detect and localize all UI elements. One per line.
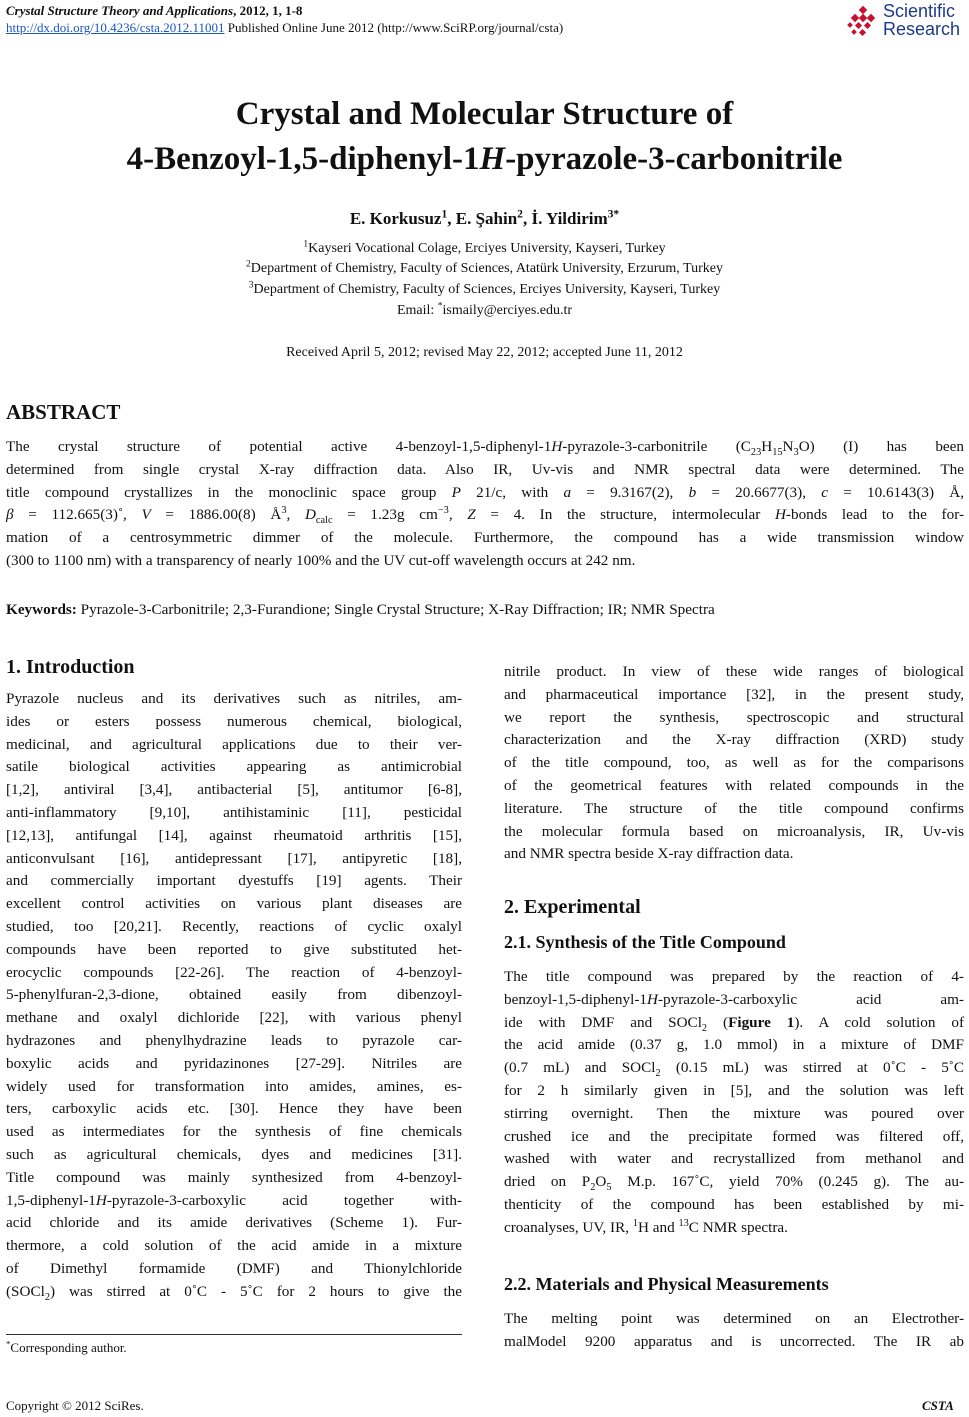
logo-line-2: Research	[883, 19, 961, 39]
author-2: E. Şahin	[455, 209, 518, 228]
affiliation-3	[0, 280, 969, 300]
keywords	[6, 601, 964, 619]
intro-line-18: widely used for transformation into amides, amines, es-	[6, 1077, 462, 1095]
abs-italic-p: P	[451, 483, 461, 501]
intro-line-11: studied, too [20,21]. Recently, reactions of cyclic oxalyl	[6, 917, 462, 935]
intro-line-4: satile biological activities appearing as antimicrobial	[6, 758, 462, 776]
syn-l5b: (0.15 mL) was stirred at 0˚C - 5˚C	[660, 1059, 964, 1077]
footnote	[6, 1340, 127, 1356]
syn-line-2	[504, 989, 964, 1012]
copyright: Copyright © 2012 SciRes.	[6, 1398, 144, 1413]
author-2-sup: 2	[517, 207, 523, 221]
intro-l23-italic: H	[95, 1191, 107, 1209]
title-line-1: Crystal and Molecular Structure of	[235, 96, 734, 132]
abs-l4c: ,	[286, 506, 305, 524]
affiliation-2	[0, 259, 969, 279]
right-line-7: literature. The structure of the title compound confirms	[504, 799, 964, 817]
intro-line-14: 5-phenylfuran-2,3-dione, obtained easily from dibenzoyl-	[6, 986, 462, 1004]
figure-1-link[interactable]: Figure 1	[728, 1013, 795, 1031]
intro-line-26: of Dimethyl formamide (DMF) and Thionylchloride	[6, 1259, 462, 1277]
published-info: Published Online June 2012 (http://www.SciRP.org/journal/csta)	[224, 20, 564, 35]
intro-heading: 1. Introduction	[6, 656, 135, 678]
intro-line-3: medicinal, and agricultural applications due to their ver-	[6, 735, 462, 753]
mat-line-1: The melting point was determined on an Electrother-	[504, 1310, 964, 1327]
author-list: E. Korkusuz$^1$, E. Şahin$^2$, İ. Yildirim$^{3*}$	[349, 207, 620, 228]
footnote-text: Corresponding author.	[10, 1340, 127, 1355]
footnote-rule	[6, 1334, 462, 1335]
syn-l3-sub: 2	[701, 1022, 708, 1034]
abs-l4g: -bonds lead to the for-	[785, 506, 965, 524]
intro-line-17: boxylic acids and pyridazinones [27-29]. Nitriles are	[6, 1054, 462, 1072]
syn-l12a: croanalyses, UV, IR,	[504, 1218, 633, 1236]
abs-sub-calc: calc	[315, 515, 333, 527]
syn-l3b: (	[707, 1013, 729, 1031]
author-1: E. Korkusuz	[349, 209, 442, 228]
affiliation-3-text: Department of Chemistry, Faculty of Sciences, Erciyes University, Kayseri, Turkey	[253, 282, 721, 297]
abs-italic-c: c	[821, 483, 828, 501]
abstract-line-2: determined from single crystal X-ray diffraction data. Also IR, Uv-vis and NMR spectral data were determined. The	[6, 460, 964, 478]
right-line-6: of the geometrical features with related compounds in the	[504, 776, 964, 794]
title-part-a: 4-Benzoyl-1,5-diphenyl-1	[126, 141, 480, 177]
abstract-body	[6, 436, 964, 573]
abs-l3e: = 10.6143(3) Å,	[827, 483, 965, 501]
syn-line-1: The title compound was prepared by the reaction of 4-	[504, 968, 964, 985]
received-dates: Received April 5, 2012; revised May 22, 2012; accepted June 11, 2012	[286, 345, 683, 360]
intro-line-23	[6, 1190, 462, 1213]
abs-l1d: N	[782, 438, 794, 455]
intro-line-2: ides or esters possess numerous chemical, biological,	[6, 712, 462, 730]
abs-l3b: 21/c, with	[460, 483, 564, 501]
intro-body	[6, 688, 462, 1304]
journal-citation	[6, 3, 302, 19]
keywords-label: Keywords:	[6, 601, 77, 618]
affiliation-3-sup: 3	[248, 280, 254, 291]
intro-line-7: [12,13], antifungal [14], against rheumatoid arthritis [15],	[6, 826, 462, 844]
intro-l27a: (SOCl	[6, 1282, 45, 1300]
intro-line-19: ters, carboxylic acids etc. [30]. Hence they have been	[6, 1100, 462, 1118]
abs-italic-d: D	[304, 506, 316, 524]
syn-l12b: H and	[637, 1218, 679, 1236]
abs-italic-v: V	[141, 506, 151, 524]
abstract-line-6: (300 to 1100 nm) with a transparency of nearly 100% and the UV cut-off wavelength occurs at 242 nm.	[6, 551, 636, 569]
logo-text	[883, 2, 960, 38]
footnote-sup: *	[6, 1338, 11, 1349]
syn-l10-sub2: 2	[590, 1182, 596, 1194]
right-line-4: characterization and the X-ray diffraction (XRD) study	[504, 731, 964, 749]
syn-line-10	[504, 1171, 964, 1194]
intro-line-10: excellent control activities on various plant diseases are	[6, 895, 462, 913]
syn-line-8: crushed ice and the precipitate formed was filtered off,	[504, 1127, 964, 1145]
materials-heading: 2.2. Materials and Physical Measurements	[504, 1274, 829, 1294]
intro-line-13: erocyclic compounds [22-26]. The reaction of 4-benzoyl-	[6, 963, 462, 981]
abs-sub23: 23	[750, 447, 762, 459]
syn-l10-sub5: 5	[606, 1182, 612, 1194]
abs-l4f: = 4. In the structure, intermolecular	[475, 506, 775, 524]
intro-line-22: Title compound was mainly synthesized from 4-benzoyl-	[6, 1168, 462, 1186]
intro-line-8: anticonvulsant [16], antidepressant [17], antipyretic [18],	[6, 849, 462, 867]
keywords-text: Pyrazole-3-Carbonitrile; 2,3-Furandione; Single Crystal Structure; X-Ray Diffraction; IR; NMR Spectra	[76, 601, 715, 618]
title-part-b: -pyrazole-3-carbonitrile	[505, 141, 843, 177]
abs-l1-italic: H	[551, 438, 563, 455]
email-address[interactable]: ismaily@erciyes.edu.tr	[442, 303, 573, 318]
abs-l3a: title compound crystallizes in the monoclinic space group	[6, 483, 452, 501]
right-line-5: of the title compound, too, as well as for the comparisons	[504, 754, 964, 772]
abs-l4e: ,	[448, 506, 468, 524]
intro-line-9: and commercially important dyestuffs [19] agents. Their	[6, 872, 462, 890]
synthesis-body	[504, 966, 964, 1240]
syn-l2a: benzoyl-1,5-diphenyl-1	[504, 990, 647, 1008]
syn-l2-italic: H	[646, 990, 658, 1008]
syn-line-4: the acid amide (0.37 g, 1.0 mmol) in a mixture of DMF	[504, 1036, 964, 1054]
affiliation-1	[0, 239, 969, 259]
doi-line	[6, 20, 563, 36]
abs-l3c: = 9.3167(2),	[571, 483, 689, 501]
syn-l10a: dried on P	[504, 1173, 591, 1191]
journal-abbrev: CSTA	[922, 1398, 954, 1413]
syn-l3a: ide with DMF and SOCl	[504, 1013, 702, 1031]
materials-body	[504, 1308, 964, 1354]
affiliation-1-text: Kayseri Vocational Colage, Erciyes University, Kayseri, Turkey	[308, 241, 666, 256]
scirp-logo-icon	[846, 5, 880, 39]
abs-sub15: 15	[772, 447, 783, 459]
abstract-heading: ABSTRACT	[6, 400, 121, 424]
syn-l5-sub: 2	[655, 1068, 661, 1080]
abs-italic-h2: H	[774, 506, 786, 524]
abs-sub3: 3	[793, 447, 799, 459]
intro-line-12: compounds have been reported to give substituted het-	[6, 940, 462, 958]
affiliation-2-text: Department of Chemistry, Faculty of Sciences, Atatürk University, Erzurum, Turkey	[250, 261, 723, 276]
syn-line-7: stirring overnight. Then the mixture was poured over	[504, 1104, 964, 1122]
syn-line-12	[504, 1217, 964, 1240]
right-line-1: nitrile product. In view of these wide ranges of biological	[504, 663, 964, 680]
email-sup: *	[437, 301, 443, 312]
affiliation-2-sup: 2	[246, 259, 251, 270]
intro-l23a: 1,5-diphenyl-1	[6, 1191, 96, 1209]
syn-l5a: (0.7 mL) and SOCl	[504, 1059, 656, 1077]
abstract-line-4	[6, 504, 964, 527]
syn-l12c: C NMR spectra.	[688, 1218, 788, 1236]
logo-line-1: Scientific	[883, 1, 956, 21]
journal-volume: , 2012, 1, 1-8	[233, 3, 303, 18]
abs-italic-b: b	[688, 483, 697, 501]
right-line-9: and NMR spectra beside X-ray diffraction data.	[504, 845, 794, 863]
right-column-continuation	[504, 661, 964, 866]
right-lines	[504, 661, 964, 866]
journal-name: Crystal Structure Theory and Applications	[6, 3, 234, 18]
abstract-line-1	[6, 436, 964, 459]
intro-line-16: hydrazones and phenylhydrazine leads to pyrazole car-	[6, 1031, 462, 1049]
intro-l27b: ) was stirred at 0˚C - 5˚C for 2 hours to give the	[50, 1282, 462, 1300]
intro-line-24: acid chloride and its amide derivatives (Scheme 1). Fur-	[6, 1214, 462, 1232]
intro-lines	[6, 688, 462, 1190]
right-line-8: the molecular formula based on microanalysis, IR, Uv-vis	[504, 822, 964, 840]
syn-l3d: ). A cold solution of	[794, 1013, 965, 1031]
syn-line-3	[504, 1012, 964, 1035]
abs-italic-z: Z	[467, 506, 476, 524]
doi-link[interactable]: http://dx.doi.org/10.4236/csta.2012.11001	[6, 20, 225, 35]
syn-l12-sup13: 13	[678, 1217, 689, 1229]
right-line-3: we report the synthesis, spectroscopic and structural	[504, 708, 964, 726]
syn-l10c: M.p. 167˚C, yield 70% (0.245 g). The au-	[611, 1173, 964, 1191]
abs-l1c: H	[761, 438, 773, 455]
publisher-logo	[846, 2, 966, 42]
abs-sup3: 3	[281, 505, 287, 517]
syn-line-9: washed with water and recrystallized from methanol and	[504, 1150, 964, 1168]
paper-title	[0, 92, 969, 182]
synthesis-heading: 2.1. Synthesis of the Title Compound	[504, 932, 786, 952]
syn-line-6: for 2 h similarly given in [5], and the solution was left	[504, 1081, 964, 1099]
author-3: İ. Yildirim	[531, 209, 608, 228]
syn-l12-sup1: 1	[632, 1217, 638, 1229]
intro-line-27	[6, 1281, 462, 1304]
abs-beta: β	[6, 506, 14, 524]
abs-l3d: = 20.6677(3),	[696, 483, 822, 501]
author-1-sup: 1	[441, 207, 448, 221]
abstract-line-5: mation of a centrosymmetric dimmer of the molecule. Furthermore, the compound has a wide transmission window	[6, 529, 964, 547]
intro-line-6: anti-inflammatory [9,10], antihistaminic [11], pesticidal	[6, 803, 462, 821]
syn-line-5	[504, 1057, 964, 1080]
abs-sup-m3: −3	[437, 505, 449, 517]
intro-line-1: Pyrazole nucleus and its derivatives such as nitriles, am-	[6, 690, 462, 707]
abs-l4d: = 1.23g cm	[332, 506, 438, 524]
intro-line-21: such as agricultural chemicals, dyes and medicines [31].	[6, 1145, 462, 1163]
abs-l1b: -pyrazole-3-carbonitrile (C	[562, 438, 751, 455]
right-line-2: and pharmaceutical importance [32], in the present study,	[504, 685, 964, 703]
abs-l1a: The crystal structure of potential active 4-benzoyl-1,5-diphenyl-1	[6, 438, 552, 455]
author-3-sup: 3*	[607, 207, 620, 221]
abs-l4a: = 112.665(3)˚,	[13, 506, 142, 524]
title-italic-h: H	[479, 141, 506, 177]
intro-l23b: -pyrazole-3-carboxylic acid together with-	[106, 1191, 462, 1209]
abs-l1e: O) (I) has been	[798, 438, 965, 455]
intro-line-25: thermore, a cold solution of the acid amide in a mixture	[6, 1237, 462, 1255]
intro-line-20: used as intermediates for the synthesis of fine chemicals	[6, 1123, 462, 1141]
syn-line-11: thenticity of the compound has been established by mi-	[504, 1195, 964, 1213]
intro-l27-sub: 2	[44, 1291, 50, 1303]
mat-line-2: malModel 9200 apparatus and is uncorrected. The IR ab	[504, 1332, 964, 1350]
intro-line-5: [1,2], antiviral [3,4], antibacterial [5], antitumor [6-8],	[6, 781, 462, 799]
syn-l10b: O	[595, 1173, 607, 1191]
intro-line-15: methane and oxalyl dichloride [22], with various phenyl	[6, 1009, 462, 1027]
abstract-line-3	[6, 482, 964, 505]
email-label: Email:	[396, 303, 438, 318]
abs-italic-a: a	[563, 483, 572, 501]
abs-l4b: = 1886.00(8) Å	[150, 506, 282, 524]
affiliation-1-sup: 1	[303, 239, 309, 250]
syn-l2b: -pyrazole-3-carboxylic acid am-	[657, 990, 964, 1008]
experimental-heading: 2. Experimental	[504, 896, 641, 918]
email-line	[0, 301, 969, 321]
title-line-2	[0, 137, 969, 182]
